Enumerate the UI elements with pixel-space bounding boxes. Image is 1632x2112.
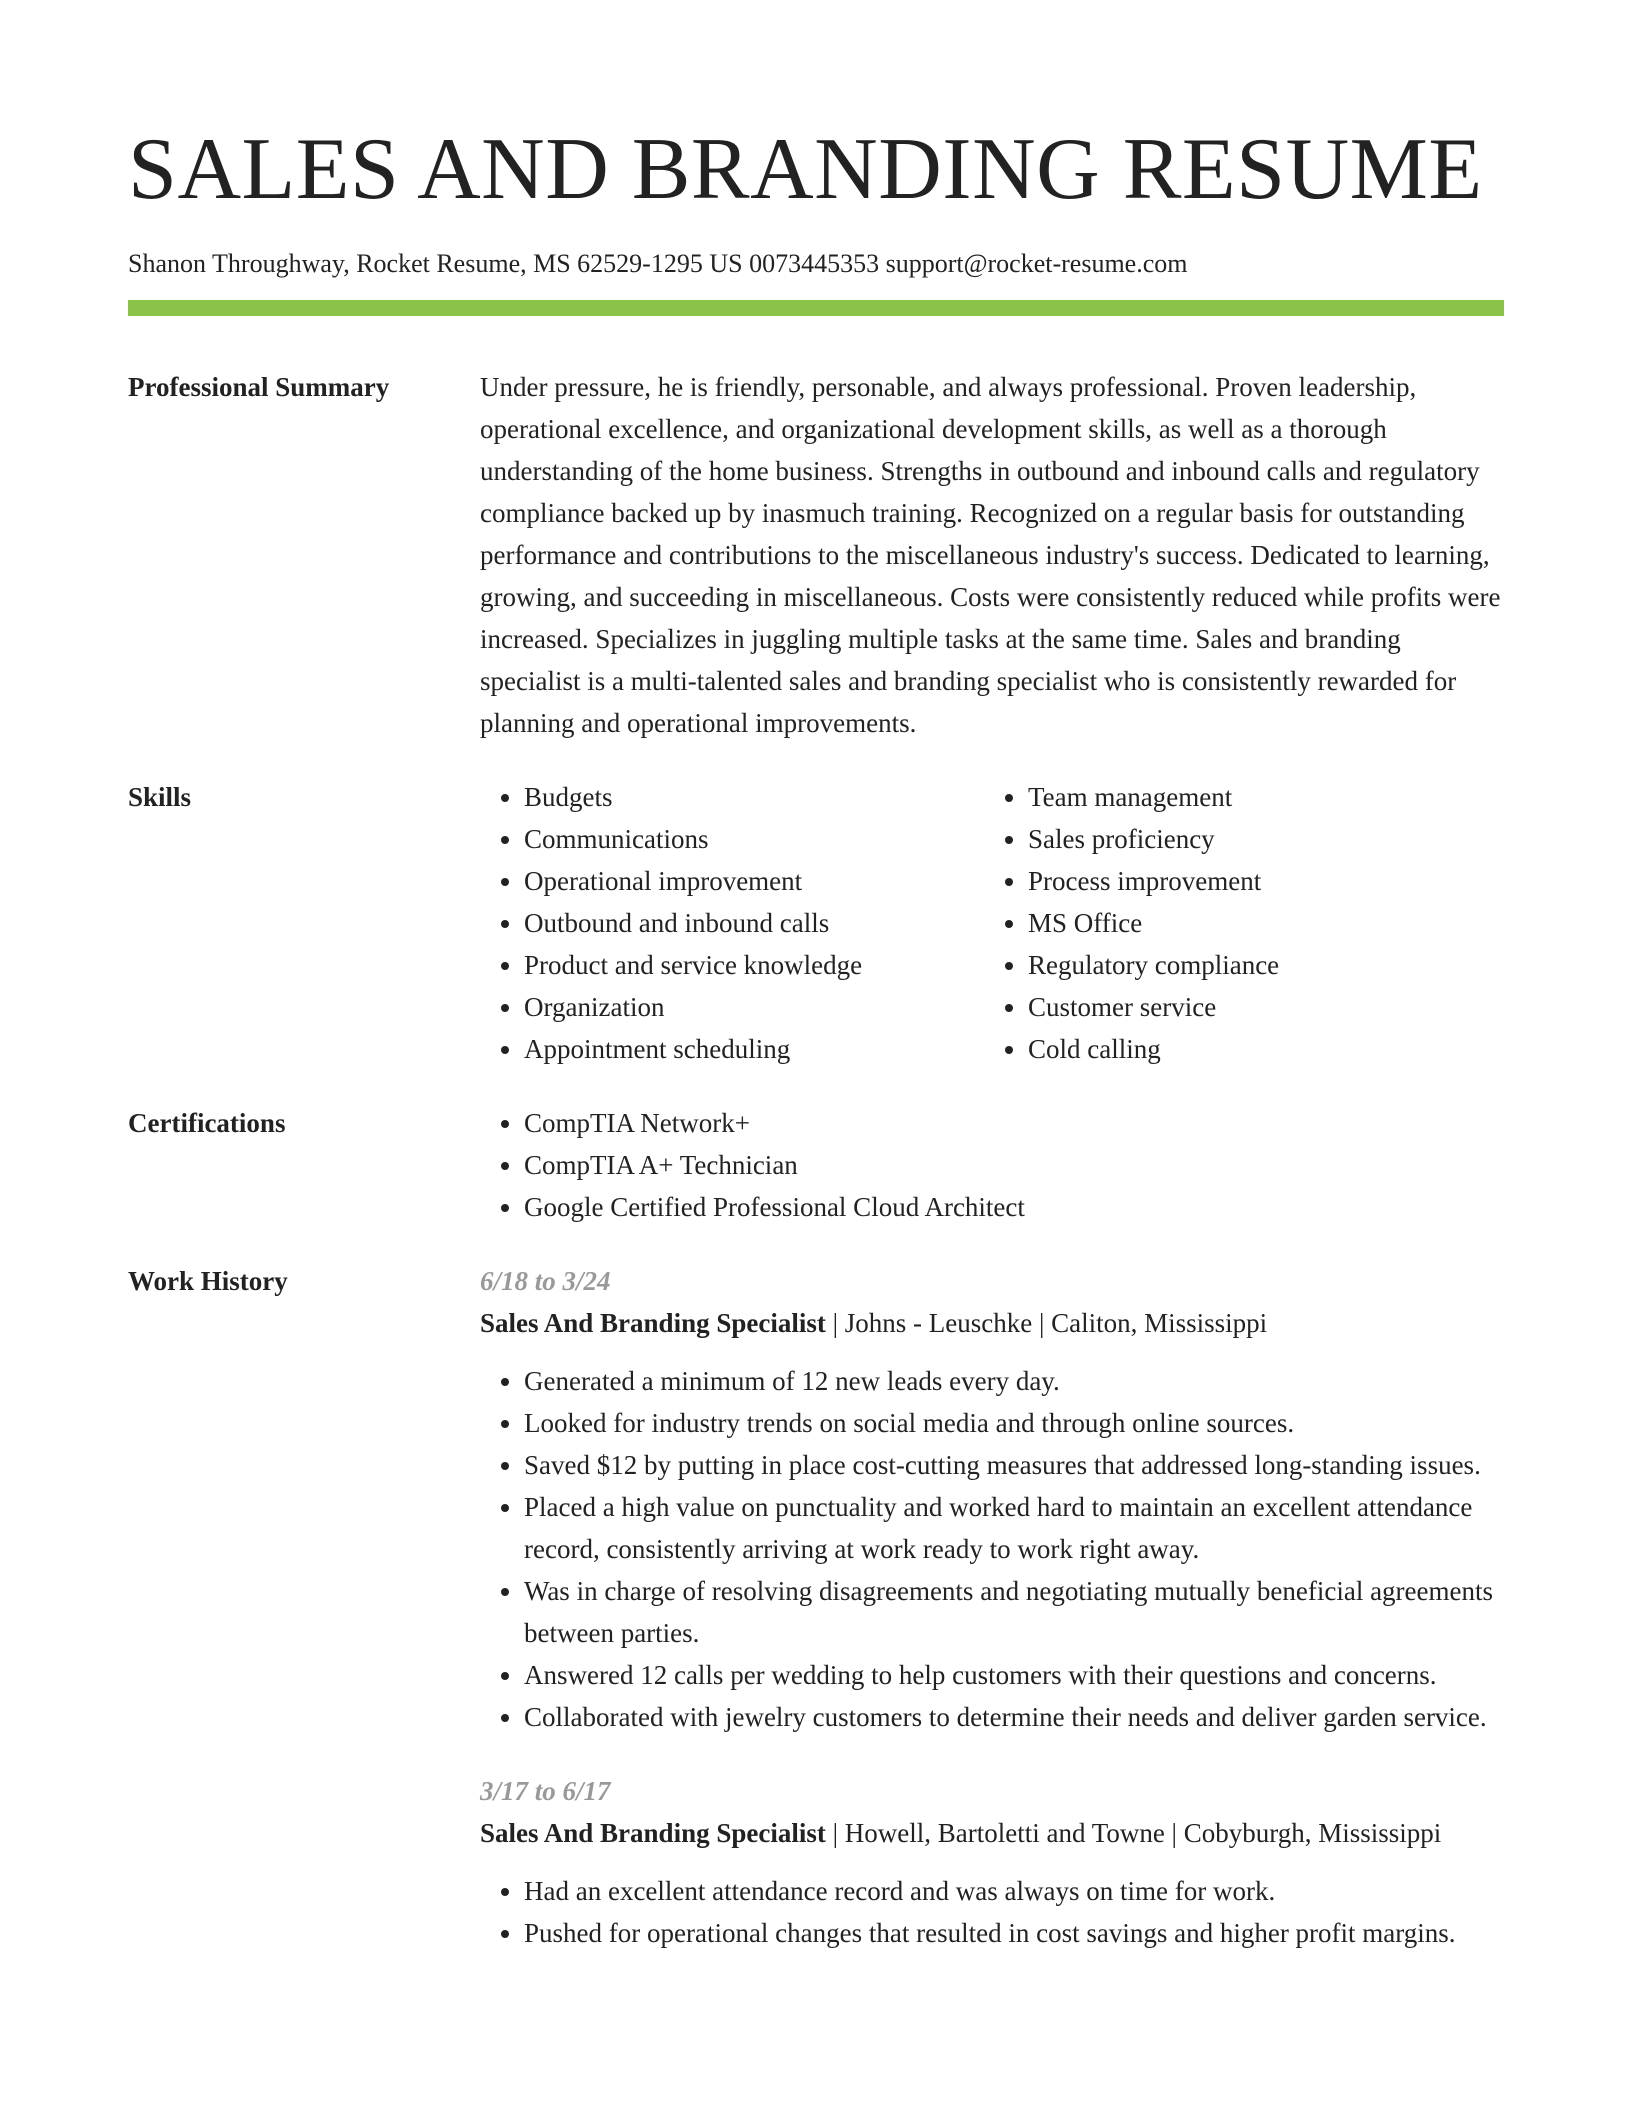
contact-line: Shanon Throughway, Rocket Resume, MS 62529-1295 US 0073445353 support@rocket-resume.com (128, 249, 1188, 278)
certifications-section (128, 1102, 1504, 1228)
certifications-list (480, 1102, 1504, 1228)
skill-item: • MS Office (1028, 902, 1504, 944)
certifications-body (480, 1102, 1504, 1228)
job-title-line (480, 1812, 1504, 1854)
job-title-line (480, 1302, 1504, 1344)
section-label-professional-summary: Professional Summary (128, 372, 390, 402)
job-dates: 6/18 to 3/24 (480, 1266, 611, 1296)
skill-item: • Process improvement (1028, 860, 1504, 902)
section-label-work-history: Work History (128, 1266, 288, 1296)
resume-page (128, 0, 1504, 1954)
skill-item: • Customer service (1028, 986, 1504, 1028)
job-employer-location: | Howell, Bartoletti and Towne | Cobyburgh, Mississippi (825, 1818, 1442, 1848)
skill-item: • Appointment scheduling (524, 1028, 984, 1070)
job-entry (480, 1770, 1504, 1954)
skills-list (480, 776, 1504, 1070)
job-bullet: • Answered 12 calls per wedding to help customers with their questions and concerns. (524, 1654, 1504, 1696)
job-bullet: • Looked for industry trends on social media and through online sources. (524, 1402, 1504, 1444)
job-employer-location: | Johns - Leuschke | Caliton, Mississippi (825, 1308, 1268, 1338)
skill-item: • Organization (524, 986, 984, 1028)
skill-item: • Sales proficiency (1028, 818, 1504, 860)
skills-column-left (480, 776, 984, 1070)
skill-item: • Regulatory compliance (1028, 944, 1504, 986)
job-bullet: • Was in charge of resolving disagreements and negotiating mutually beneficial agreements between parties. (524, 1570, 1504, 1654)
professional-summary-section (128, 366, 1504, 744)
section-label-skills: Skills (128, 782, 192, 812)
professional-summary-text: Under pressure, he is friendly, personable, and always professional. Proven leadership, operational excellence, and organizational development skills, as well as a thorough understanding of the home business. Strengths in outbound and inbound calls and regulatory compliance backed up by inasmuch training. Recognized on a regular basis for outstanding performance and contributions to the miscellaneous industry's success. Dedicated to learning, growing, and succeeding in miscellaneous. Costs were consistently reduced while profits were increased. Specializes in juggling multiple tasks at the same time. Sales and branding specialist is a multi-talented sales and branding specialist who is consistently rewarded for planning and operational improvements. (480, 372, 1501, 738)
skills-section (128, 776, 1504, 1070)
job-bullet: • Pushed for operational changes that resulted in cost savings and higher profit margins. (524, 1912, 1504, 1954)
job-bullet: • Saved $12 by putting in place cost-cutting measures that addressed long-standing issues. (524, 1444, 1504, 1486)
job-title: Sales And Branding Specialist (480, 1308, 826, 1338)
certification-item: • CompTIA A+ Technician (524, 1144, 1504, 1186)
professional-summary-body (480, 366, 1504, 744)
job-bullets (480, 1870, 1504, 1954)
job-bullet: • Collaborated with jewelry customers to determine their needs and deliver garden service. (524, 1696, 1504, 1738)
certification-item: • CompTIA Network+ (524, 1102, 1504, 1144)
resume-title: SALES AND BRANDING RESUME (128, 121, 1483, 218)
skills-column-right (984, 776, 1504, 1070)
skill-item: • Product and service knowledge (524, 944, 984, 986)
section-label-certifications: Certifications (128, 1108, 286, 1138)
skill-item: • Operational improvement (524, 860, 984, 902)
header-accent-rule (128, 300, 1504, 316)
job-title: Sales And Branding Specialist (480, 1818, 826, 1848)
job-bullet: • Generated a minimum of 12 new leads every day. (524, 1360, 1504, 1402)
work-history-section (128, 1260, 1504, 1954)
job-entry (480, 1260, 1504, 1738)
skill-item: • Communications (524, 818, 984, 860)
skill-item: • Budgets (524, 776, 984, 818)
certification-item: • Google Certified Professional Cloud Architect (524, 1186, 1504, 1228)
skill-item: • Team management (1028, 776, 1504, 818)
job-bullet: • Placed a high value on punctuality and worked hard to maintain an excellent attendance record, consistently arriving at work ready to work right away. (524, 1486, 1504, 1570)
job-bullet: • Had an excellent attendance record and was always on time for work. (524, 1870, 1504, 1912)
skill-item: • Outbound and inbound calls (524, 902, 984, 944)
skill-item: • Cold calling (1028, 1028, 1504, 1070)
job-dates: 3/17 to 6/17 (480, 1776, 611, 1806)
job-bullets (480, 1360, 1504, 1738)
work-history-body (480, 1260, 1504, 1954)
